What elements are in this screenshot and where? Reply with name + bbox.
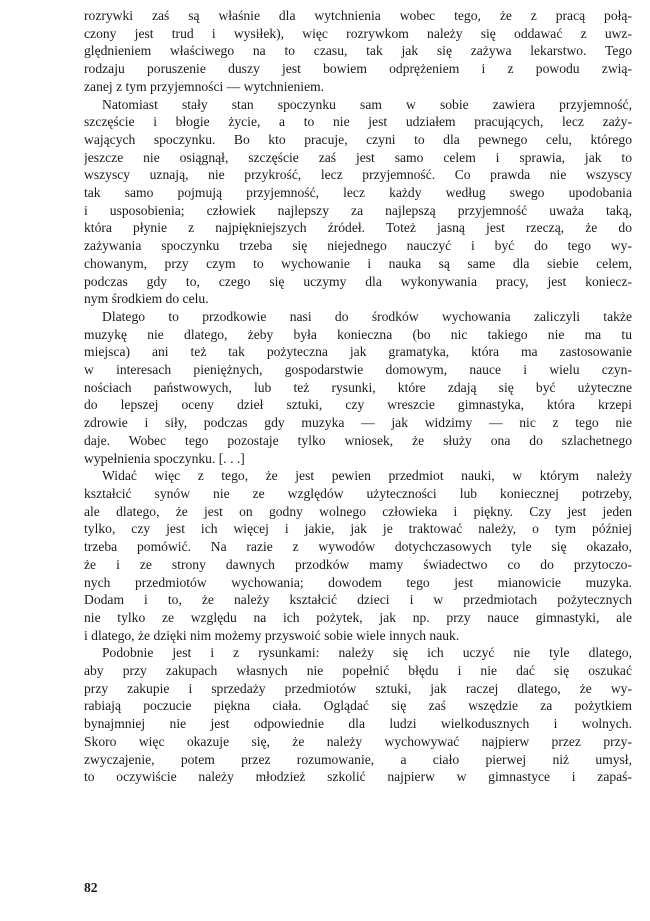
text-line: w interesach pieniężnych, gospodarstwie domowym, nauce i wielu czyn- (84, 362, 632, 378)
body-text (84, 7, 632, 786)
text-line: że i ze strony dawnych przodków mamy świadectwo co do przytoczo- (84, 556, 632, 572)
text-line: ale dlatego, że jest on godny wolnego człowieka i piękny. Czy jest jeden (84, 503, 632, 519)
text-line: Natomiast stały stan spoczynku sam w sobie zawiera przyjemność, (102, 96, 632, 112)
text-line: rodzaju poruszenie duszy jest bowiem odprężeniem i z powodu zwią- (84, 61, 632, 77)
text-line: rozrywki zaś są właśnie dla wytchnienia wobec tego, że z pracą połą- (84, 8, 632, 23)
text-line: zdrowie i siły, podczas gdy muzyka — jak widzimy — nic z tego nie (84, 415, 632, 431)
text-line: Dodam i to, że należy kształcić dzieci i w przedmiotach pożytecznych (84, 592, 632, 608)
text-line: szczęście i błogie życie, a to nie jest udziałem pracujących, lecz zaży- (84, 114, 632, 130)
text-line: zwyczajenie, potem przez rozumowanie, a ciało pierwej niż umysł, (84, 751, 632, 767)
text-line: muzykę nie dlatego, żeby była konieczna (bo nic takiego nie ma tu (84, 326, 632, 342)
text-line: miejsca) ani też tak pożyteczna jak gramatyka, która ma zastosowanie (84, 344, 632, 360)
text-line: nie tylko ze względu na ich pożytek, jak np. przy nauce gimnastyki, ale (84, 609, 632, 625)
text-line: Skoro więc okazuje się, że należy wychowywać najpierw przez przy- (84, 733, 632, 749)
text-line: bynajmniej nie jest odpowiednie dla ludzi wielkodusznych i wolnych. (84, 716, 632, 732)
text-line: podczas gdy to, czego się uczymy dla wykonywania pracy, jest koniecz- (84, 273, 632, 289)
text-line: kształcić synów nie ze względów użyteczności lub koniecznej potrzeby, (84, 485, 632, 501)
text-line: wających spoczynku. Bo kto pracuje, czyni to dla pewnego celu, którego (84, 131, 632, 147)
text-line: Podobnie jest i z rysunkami: należy się ich uczyć nie tyle dlatego, (102, 645, 632, 661)
text-line: nych przedmiotów wychowania; dowodem tego jest mianowicie muzyka. (84, 574, 632, 590)
text-line: wypełnienia spoczynku. [. . .] (84, 450, 245, 466)
text-line: która płynie z najpiękniejszych źródeł. Toteż jasną jest rzeczą, że do (84, 220, 632, 236)
text-line: wszyscy uznają, nie przykrość, lecz przyjemność. Co prawda nie wszyscy (84, 167, 632, 183)
text-line: trzeba pomówić. Na razie z wywodów dotychczasowych tyle się okazało, (84, 539, 632, 555)
text-line: zażywania spoczynku trzeba się niejednego nauczyć i być do tego wy- (84, 238, 632, 254)
text-line: i usposobienia; człowiek najlepszy za najlepszą przyjemność uważa taką, (84, 202, 632, 218)
text-line: Dlatego to przodkowie nasi do środków wychowania zaliczyli także (102, 308, 632, 324)
text-line: tylko, czy jest ich więcej i jakie, jak je traktować należy, o tym później (84, 521, 632, 537)
text-line: przy zakupie i sprzedaży przedmiotów sztuki, jak raczej dlatego, że wy- (84, 680, 632, 696)
text-line: tak samo pojmują przyjemność, lecz każdy według swego upodobania (84, 185, 632, 201)
text-line: i dlatego, że dzięki nim możemy przyswoić sobie wiele innych nauk. (84, 627, 460, 643)
text-line: nym środkiem do celu. (84, 291, 209, 307)
text-line: Widać więc z tego, że jest pewien przedmiot nauki, w którym należy (102, 468, 632, 484)
text-line: nościach państwowych, lub też rysunki, które zdają się być użyteczne (84, 379, 632, 395)
text-line: aby przy zakupach własnych nie popełnić błędu i nie dać się oszukać (84, 663, 632, 679)
text-line: do lepszej oceny dzieł sztuki, czy wreszcie gimnastyka, która krzepi (84, 397, 632, 413)
text-line: zanej z tym przyjemności — wytchnieniem. (84, 78, 325, 94)
page-number: 82 (84, 880, 98, 895)
text-line: chowanym, przy czym to wychowanie i nauka są same dla siebie celem, (84, 255, 632, 271)
text-line: jeszcze nie osiągnął, szczęście zaś jest samo celem i sprawia, jak to (84, 149, 632, 165)
text-line: to oczywiście należy młodzież szkolić najpierw w gimnastyce i zapaś- (84, 769, 632, 785)
text-line: rabiają poczucie piękna ciała. Oglądać się zaś wszędzie za pożytkiem (84, 698, 632, 714)
text-line: daje. Wobec tego pozostaje tylko wniosek, że służy ona do szlachetnego (84, 432, 632, 448)
text-line: ględnieniem właściwego na to czasu, tak jak się zażywa lekarstwo. Tego (84, 43, 632, 59)
text-line: czony jest trud i wysiłek), więc rozrywkom należy się oddawać z uwz- (84, 25, 632, 41)
